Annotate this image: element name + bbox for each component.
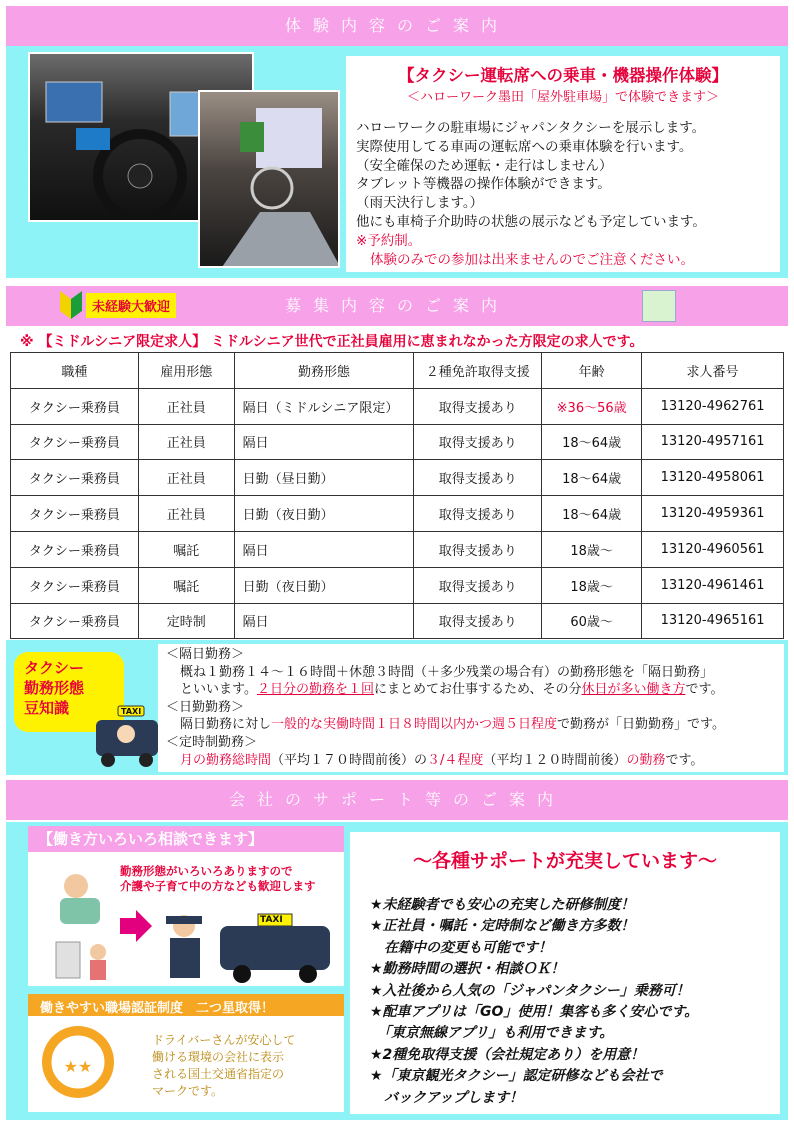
section-band-experience: 体験内容のご案内 — [6, 6, 788, 46]
cell-shift: 隔日 — [234, 531, 414, 567]
support-list-panel — [350, 832, 780, 1114]
cell-job-number: 13120-4958061 — [642, 460, 784, 496]
taxi-sign-label: TAXI — [121, 707, 142, 716]
cell-job: タクシー乗務員 — [11, 567, 139, 603]
cell-license: 取得支援あり — [414, 388, 542, 424]
cell-job: タクシー乗務員 — [11, 388, 139, 424]
table-row — [11, 567, 784, 603]
certification-text — [152, 1032, 295, 1100]
table-row — [11, 388, 784, 424]
cell-age: 18歳〜 — [542, 531, 642, 567]
cell-job-number: 13120-4962761 — [642, 388, 784, 424]
job-table — [10, 352, 784, 639]
cell-employment: 定時制 — [138, 603, 234, 639]
col-header: 年齢 — [542, 353, 642, 389]
certification-icon — [642, 290, 676, 322]
cell-job: タクシー乗務員 — [11, 424, 139, 460]
cell-age: 18〜64歳 — [542, 424, 642, 460]
tips-bubble-line: タクシー — [24, 659, 85, 677]
experience-line: ハローワークの駐車場にジャパンタクシーを展示します。 — [356, 120, 706, 136]
tip-line — [166, 752, 776, 770]
support-list — [370, 895, 760, 1109]
consultation-heading: 【働き方いろいろ相談できます】 — [28, 826, 344, 852]
taxi-sign-label: TAXI — [260, 915, 283, 925]
tip-emphasis: ２日分の勤務を１回 — [256, 682, 374, 698]
experience-line: 他にも車椅子介助時の状態の展示なども予定しています。 — [356, 213, 706, 230]
cell-license: 取得支援あり — [414, 424, 542, 460]
reservation-notice: ※予約制。 — [356, 232, 422, 249]
tip-emphasis: の勤務 — [626, 752, 666, 768]
table-header-row — [11, 353, 784, 389]
cell-job-number: 13120-4959361 — [642, 496, 784, 532]
cell-job: タクシー乗務員 — [11, 496, 139, 532]
cell-shift: 日勤（昼日勤） — [234, 460, 414, 496]
cell-job: タクシー乗務員 — [11, 460, 139, 496]
cell-license: 取得支援あり — [414, 531, 542, 567]
table-row — [11, 496, 784, 532]
tip-heading-nikkin: ＜日勤勤務＞ — [166, 699, 245, 715]
support-item: ★未経験者でも安心の充実した研修制度！ — [370, 897, 635, 913]
experience-info — [346, 56, 780, 272]
certification-line: される国土交通省指定の — [152, 1067, 285, 1081]
tips-text — [158, 644, 784, 772]
col-header: 求人番号 — [642, 353, 784, 389]
tip-text: です。 — [685, 682, 724, 698]
tip-emphasis: 休日が多い働き方 — [581, 682, 686, 698]
two-star-seal-icon — [42, 1026, 114, 1098]
cell-age: 18歳〜 — [542, 567, 642, 603]
cell-employment: 正社員 — [138, 388, 234, 424]
cell-license: 取得支援あり — [414, 460, 542, 496]
cell-shift: 隔日（ミドルシニア限定） — [234, 388, 414, 424]
certification-heading: 働きやすい職場認証制度 二つ星取得！ — [28, 994, 344, 1016]
experience-line: （雨天決行します。） — [356, 195, 484, 212]
support-item: ★「東京観光タクシー」認定研修なども会社で — [370, 1068, 663, 1085]
cell-employment: 正社員 — [138, 496, 234, 532]
certification-line: マークです。 — [152, 1084, 224, 1098]
tip-line — [166, 716, 776, 734]
cell-age: 60歳〜 — [542, 603, 642, 639]
support-item: ★勤務時間の選択・相談ＯＫ！ — [370, 961, 565, 978]
svg-text:★★: ★★ — [63, 1057, 93, 1076]
cell-license: 取得支援あり — [414, 603, 542, 639]
cell-license: 取得支援あり — [414, 496, 542, 532]
tip-emphasis: ３/４程度 — [427, 752, 484, 768]
certification-line: 働ける環境の会社に表示 — [152, 1050, 285, 1064]
cell-job-number: 13120-4961461 — [642, 567, 784, 603]
cell-shift: 日勤（夜日勤） — [234, 567, 414, 603]
section-band-recruit: 募集内容のご案内 — [6, 286, 788, 326]
table-row — [11, 460, 784, 496]
cell-employment: 正社員 — [138, 424, 234, 460]
cell-age: 18〜64歳 — [542, 496, 642, 532]
tip-emphasis: 月の勤務総時間 — [180, 752, 272, 768]
certification-panel — [28, 994, 344, 1112]
experience-subheading: ＜ハローワーク墨田「屋外駐車場」で体験できます＞ — [406, 90, 719, 105]
experience-line: 実際使用してる車両の運転席への乗車体験を行います。 — [356, 138, 693, 155]
support-item: バックアップします！ — [370, 1089, 524, 1106]
reservation-note: 体験のみでの参加は出来ませんのでご注意ください。 — [370, 251, 694, 268]
tip-emphasis: 一般的な実働時間１日８時間以内かつ週５日程度 — [271, 717, 558, 733]
tip-text: で勤務が「日勤勤務」です。 — [557, 717, 725, 733]
cell-job-number: 13120-4965161 — [642, 603, 784, 639]
support-item: 在籍中の変更も可能です！ — [370, 939, 552, 956]
beginner-mark-icon — [60, 291, 82, 319]
beginner-badge-label: 未経験大歓迎 — [86, 293, 176, 318]
experience-line: （安全確保のため運転・走行はしません） — [356, 157, 613, 174]
col-header: ２種免許取得支援 — [414, 353, 542, 389]
cell-shift: 日勤（夜日勤） — [234, 496, 414, 532]
cell-employment: 正社員 — [138, 460, 234, 496]
cell-shift: 隔日 — [234, 603, 414, 639]
tip-text: 隔日勤務に対し — [180, 717, 272, 733]
table-row — [11, 424, 784, 460]
col-header: 雇用形態 — [138, 353, 234, 389]
certification-line: ドライバーさんが安心して — [152, 1033, 296, 1047]
consultation-panel — [28, 826, 344, 986]
support-title: 〜各種サポートが充実しています〜 — [412, 850, 717, 872]
cell-employment: 嘱託 — [138, 531, 234, 567]
col-header: 勤務形態 — [234, 353, 414, 389]
tip-text: といいます。 — [180, 682, 257, 698]
tips-bubble-line: 豆知識 — [24, 699, 70, 717]
cell-employment: 嘱託 — [138, 567, 234, 603]
experience-line: タブレット等機器の操作体験ができます。 — [356, 176, 611, 193]
tip-line — [166, 681, 776, 699]
cell-age: 18〜64歳 — [542, 460, 642, 496]
cell-shift: 隔日 — [234, 424, 414, 460]
support-item: ★入社後から人気の「ジャパンタクシー」乗務可！ — [370, 982, 690, 999]
cell-job: タクシー乗務員 — [11, 531, 139, 567]
experience-heading: 【タクシー運転席への乗車・機器操作体験】 — [398, 66, 728, 85]
tip-heading-kakujitsu: ＜隔日勤務＞ — [166, 647, 245, 662]
cell-age: ※36〜56歳 — [542, 388, 642, 424]
cell-job-number: 13120-4960561 — [642, 531, 784, 567]
tip-text: にまとめてお仕事するため、その分 — [373, 682, 582, 698]
tip-heading-teiji: ＜定時制勤務＞ — [166, 734, 258, 750]
cell-job: タクシー乗務員 — [11, 603, 139, 639]
beginner-badge — [60, 290, 176, 320]
consultation-line: 勤務形態がいろいろありますので — [120, 864, 293, 878]
support-item: ★正社員・嘱託・定時制など働き方多数！ — [370, 918, 635, 935]
col-header: 職種 — [11, 353, 139, 389]
table-row — [11, 603, 784, 639]
support-item: ★2種免取得支援（会社規定あり）を用意！ — [370, 1046, 645, 1063]
tip-text: です。 — [665, 752, 704, 768]
tip-line: 概ね１勤務１４〜１６時間＋休憩３時間（＋多少残業の場合有）の勤務形態を「隔日勤務」 — [180, 664, 714, 680]
support-item: 「東京無線アプリ」も利用できます。 — [370, 1025, 614, 1042]
table-row — [11, 531, 784, 567]
tip-text: （平均１７０時間前後）の — [271, 752, 428, 768]
middle-senior-notice: ※ 【ミドルシニア限定求人】 ミドルシニア世代で正社員雇用に恵まれなかった方限定の求人です。 — [20, 334, 644, 350]
section-band-support: 会社のサポート等のご案内 — [6, 780, 788, 820]
support-item: ★配車アプリは「GO」使用！集客も多く安心です。 — [370, 1004, 699, 1021]
cell-job-number: 13120-4957161 — [642, 424, 784, 460]
consultation-line: 介護や子育て中の方なども歓迎します — [120, 879, 316, 893]
wheelchair-photo — [198, 90, 340, 268]
cell-license: 取得支援あり — [414, 567, 542, 603]
work-style-illustration — [36, 856, 336, 984]
tip-text: （平均１２０時間前後） — [483, 752, 627, 768]
tips-bubble-line: 勤務形態 — [24, 679, 85, 697]
